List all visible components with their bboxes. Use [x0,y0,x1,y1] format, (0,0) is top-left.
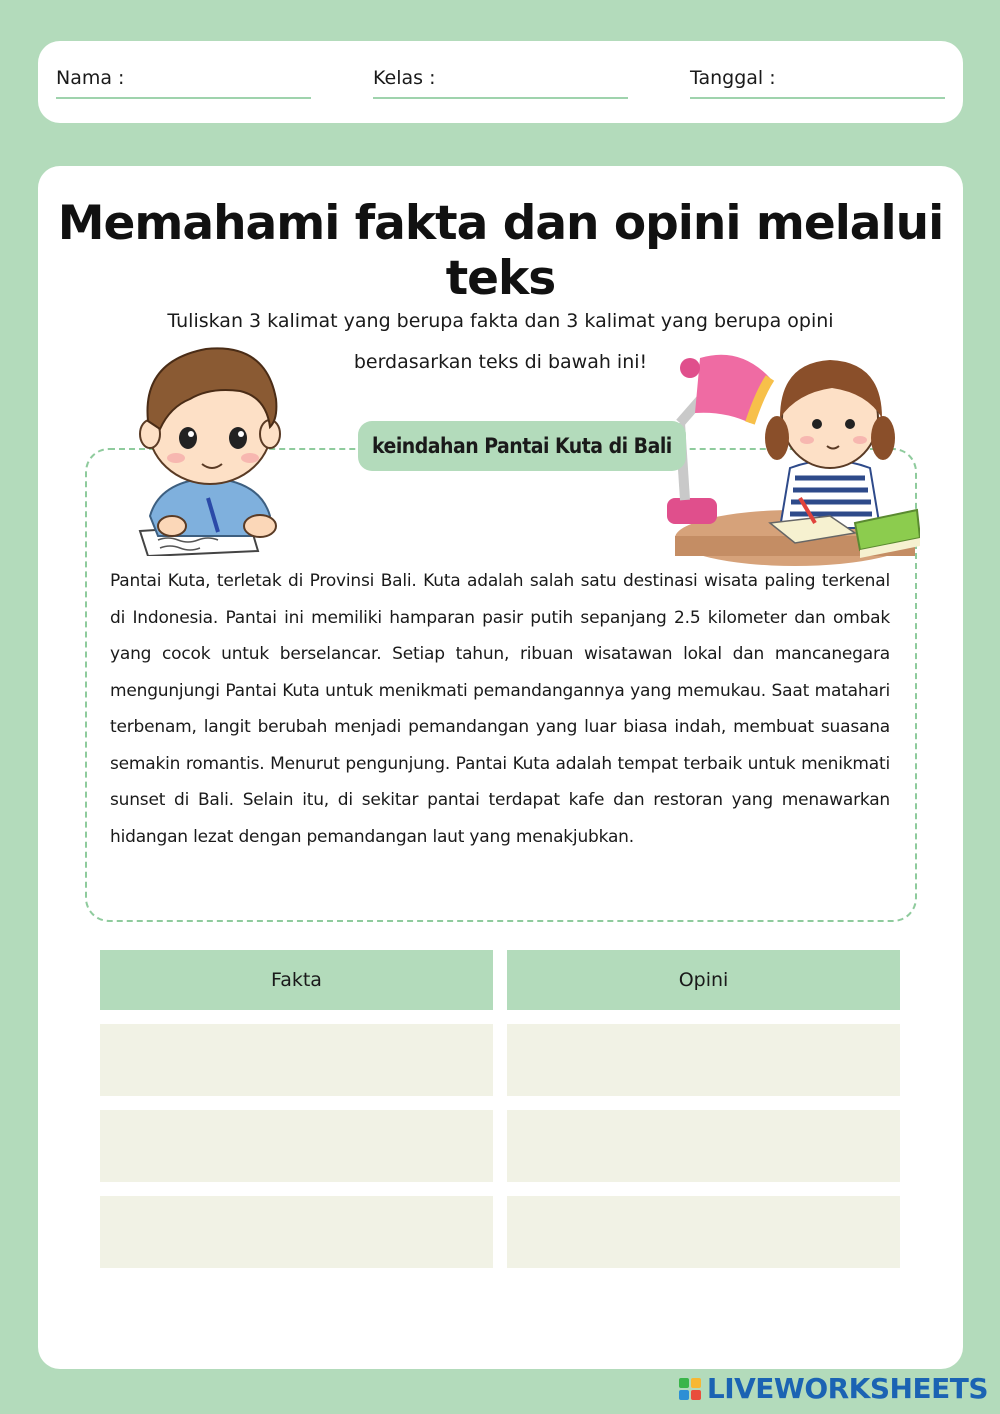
girl-studying-icon [655,338,920,568]
name-field[interactable] [56,67,311,99]
fakta-cell-3[interactable] [100,1196,493,1268]
header-card [38,41,963,123]
reading-title: keindahan Pantai Kuta di Bali [358,421,686,471]
date-field[interactable] [690,67,945,99]
opini-cell-1[interactable] [507,1024,900,1096]
liveworksheets-logo-icon [679,1378,701,1400]
fakta-cell-2[interactable] [100,1110,493,1182]
fakta-header: Fakta [100,950,493,1010]
reading-passage: Pantai Kuta, terletak di Provinsi Bali. Kuta adalah salah satu destinasi wisata paling terkenal di Indonesia. Pantai ini memiliki hamparan pasir putih sepanjang 2.5 kilometer dan ombak yang cocok untuk berselancar. Setiap tahun, ribuan wisatawan lokal dan mancanegara mengunjungi Pantai Kuta untuk menikmati pemandangannya yang memukau. Saat matahari terbenam, langit berubah menjadi pemandangan yang luar biasa indah, membuat suasana semakin romantis. Menurut pengunjung. Pantai Kuta adalah tempat terbaik untuk menikmati sunset di Bali. Selain itu, di sekitar pantai terdapat kafe dan restoran yang menawarkan hidangan lezat dengan pemandangan laut yang menakjubkan. [110,571,890,847]
name-label: Nama : [56,67,125,89]
opini-cell-3[interactable] [507,1196,900,1268]
fakta-cell-1[interactable] [100,1024,493,1096]
boy-writing-icon [110,326,310,556]
brand-text: LIVEWORKSHEETS [706,1372,988,1405]
main-card [38,166,963,1369]
page-title: Memahami fakta dan opini melalui teks [57,196,944,306]
class-field[interactable] [373,67,628,99]
opini-cell-2[interactable] [507,1110,900,1182]
instructions: Tuliskan 3 kalimat yang berupa fakta dan 3 kalimat yang berupa opini berdasarkan teks di bawah ini! [167,310,834,373]
class-label: Kelas : [373,67,436,89]
opini-header: Opini [507,950,900,1010]
date-label: Tanggal : [690,67,776,89]
liveworksheets-brand[interactable] [679,1372,988,1405]
